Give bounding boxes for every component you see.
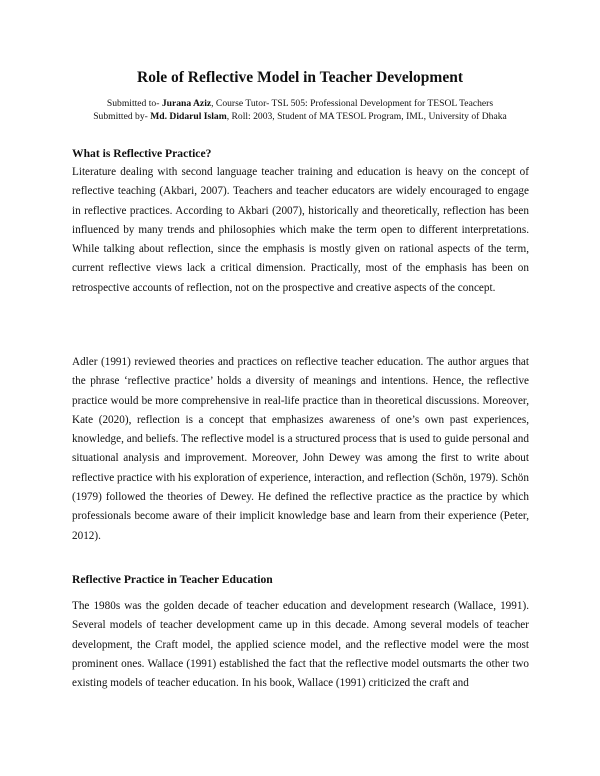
submitted-by-line — [0, 110, 600, 123]
paragraph: The 1980s was the golden decade of teacher education and development research (Wallace, 1991). Several models of teacher development came up in this decade. Among several models of teacher development, the Craft model, the applied science model, and the reflective model were the most prominent ones. Wallace (1991) established the fact that the reflective model outsmarts the other two existing models of teacher education. In his book, Wallace (1991) criticized the craft and — [72, 600, 529, 690]
author-name: Md. Didarul Islam — [150, 111, 227, 122]
paper-title: Role of Reflective Model in Teacher Development — [137, 69, 463, 86]
paragraph: Literature dealing with second language teacher training and education is heavy on the concept of reflective teaching (Akbari, 2007). Teachers and teacher educators are widely encouraged to engage in reflective practices. According to Akbari (2007), historically and theoretically, reflection has been influenced by many trends and philosophies which make the term open to different interpretations. While talking about reflection, since the emphasis is mostly given on rational aspects of the term, current reflective views lack a critical dimension. Practically, most of the emphasis has been on retrospective accounts of reflection, not on the prospective and creative aspects of the concept. — [72, 166, 529, 294]
submitted-to-prefix: Submitted to- — [106, 98, 162, 109]
paragraph: Adler (1991) reviewed theories and practices on reflective teacher education. The author argues that the phrase ‘reflective practice’ holds a diversity of meanings and intentions. Hence, the reflective practice would be more comprehensive in real-life practice than in theoretical discussions. Moreover, Kate (2020), reflection is a concept that emphasizes awareness of one’s own past experiences, knowledge, and beliefs. The reflective model is a structured process that is used to guide personal and situational analysis and improvement. Moreover, John Dewey was among the first to write about reflective practice with his exploration of experience, interaction, and reflection (Schön, 1979). Schön (1979) followed the theories of Dewey. He defined the reflective practice as the practice by which professionals become aware of their implicit knowledge base and learn from their experience (Peter, 2012). — [72, 356, 529, 542]
tutor-name: Jurana Aziz — [161, 98, 212, 109]
submitted-by-prefix: Submitted by- — [93, 111, 151, 122]
section-heading-reflective-practice: What is Reflective Practice? — [72, 147, 212, 160]
section-heading-teacher-education: Reflective Practice in Teacher Education — [72, 573, 273, 586]
submitted-to-line — [0, 97, 600, 110]
submitted-to-details: , Course Tutor- TSL 505: Professional Development for TESOL Teachers — [211, 98, 494, 109]
submitted-by-details: , Roll: 2003, Student of MA TESOL Program, IML, University of Dhaka — [226, 111, 507, 122]
